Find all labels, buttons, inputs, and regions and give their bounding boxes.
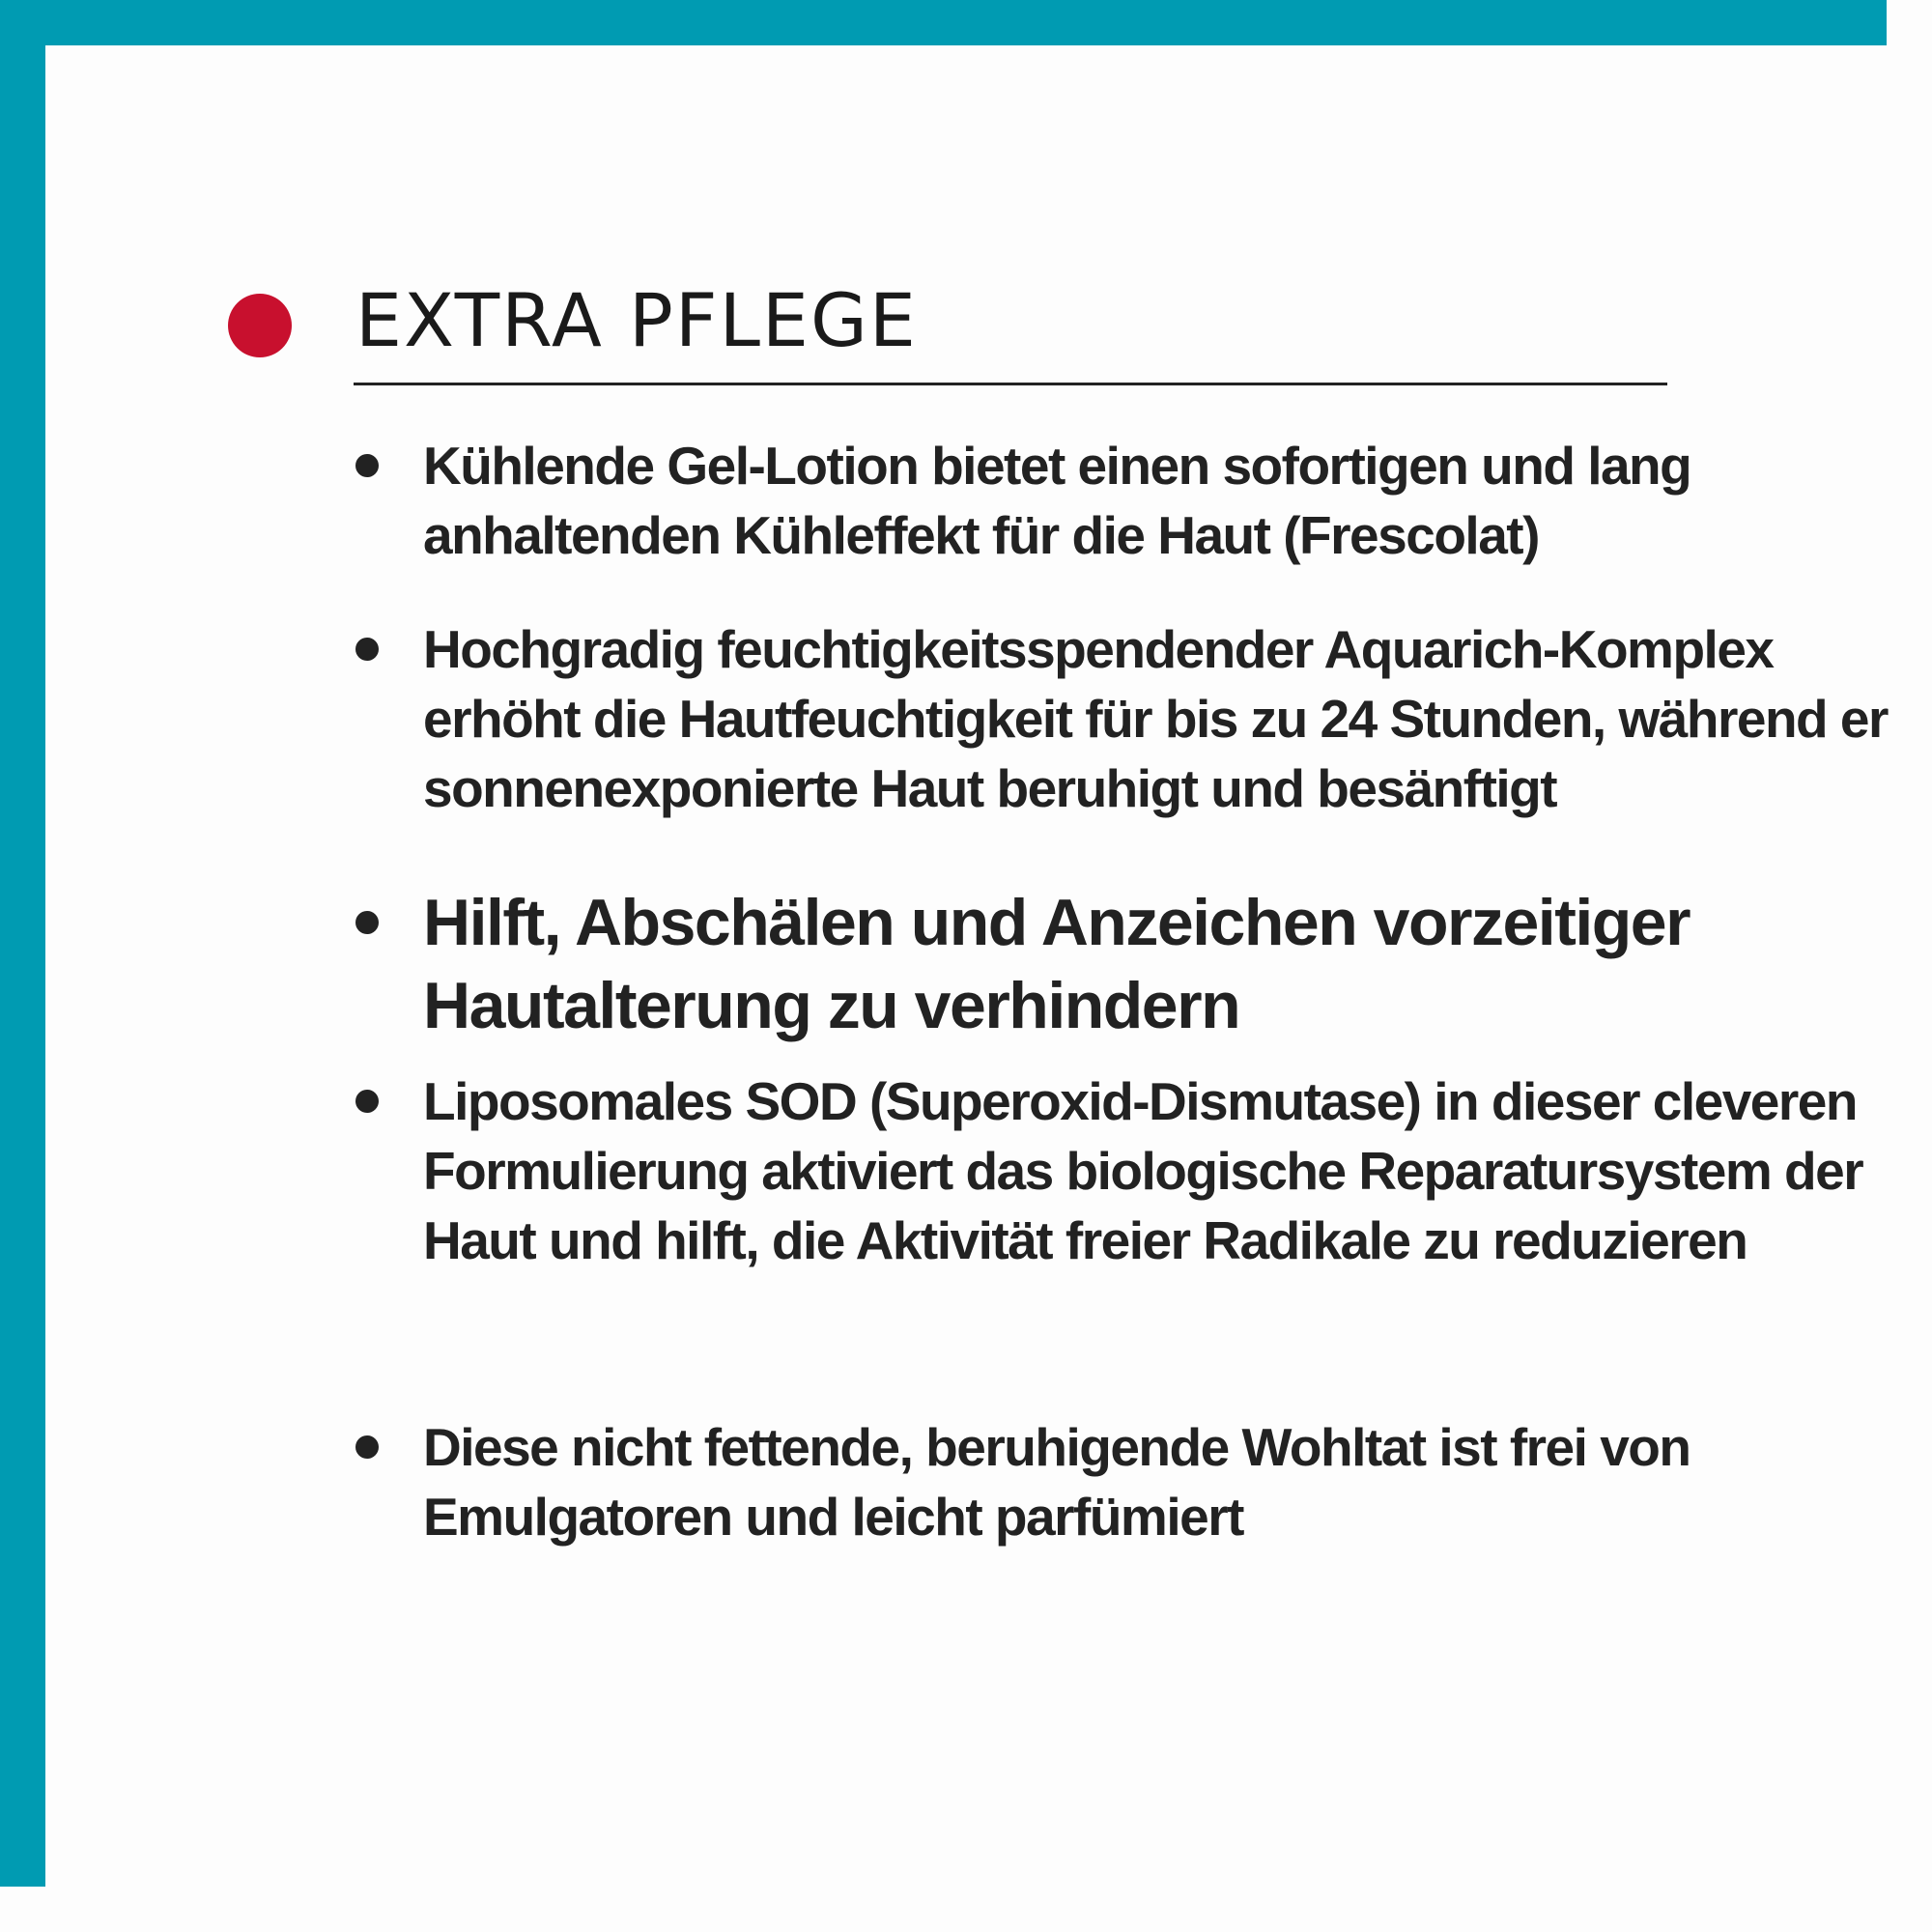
list-item — [355, 431, 1920, 570]
list-item-text: Hilft, Abschälen und Anzeichen vorzeitiger Hautalterung zu verhindern — [423, 886, 1690, 1042]
bullet-dot-icon — [355, 1435, 379, 1459]
list-item — [355, 881, 1920, 1047]
bullet-dot-icon — [355, 638, 379, 661]
list-item — [355, 1412, 1920, 1551]
bullet-dot-icon — [355, 1090, 379, 1113]
bullet-dot-icon — [355, 911, 379, 934]
title-divider — [354, 383, 1667, 385]
list-item — [355, 1066, 1920, 1275]
frame-top-bar — [0, 0, 1887, 45]
title-red-dot-icon — [228, 294, 292, 357]
frame-left-bar — [0, 0, 45, 1887]
list-item-text: Liposomales SOD (Superoxid-Dismutase) in dieser cleveren Formulierung aktiviert das biologische Reparatursystem der Haut und hilft, die Aktivität freier Radikale zu reduzieren — [423, 1071, 1863, 1270]
list-item-text: Hochgradig feuchtigkeitsspendender Aquarich-Komplex erhöht die Hautfeuchtigkeit für bis zu 24 Stunden, während er sonnenexponierte Haut beruhigt und besänftigt — [423, 619, 1888, 818]
bullet-dot-icon — [355, 454, 379, 477]
list-item-text: Kühlende Gel-Lotion bietet einen sofortigen und lang anhaltenden Kühleffekt für die Haut (Frescolat) — [423, 436, 1691, 565]
list-item — [355, 614, 1920, 823]
list-item-text: Diese nicht fettende, beruhigende Wohltat ist frei von Emulgatoren und leicht parfümiert — [423, 1417, 1690, 1547]
page-title: EXTRA PFLEGE — [355, 277, 918, 363]
